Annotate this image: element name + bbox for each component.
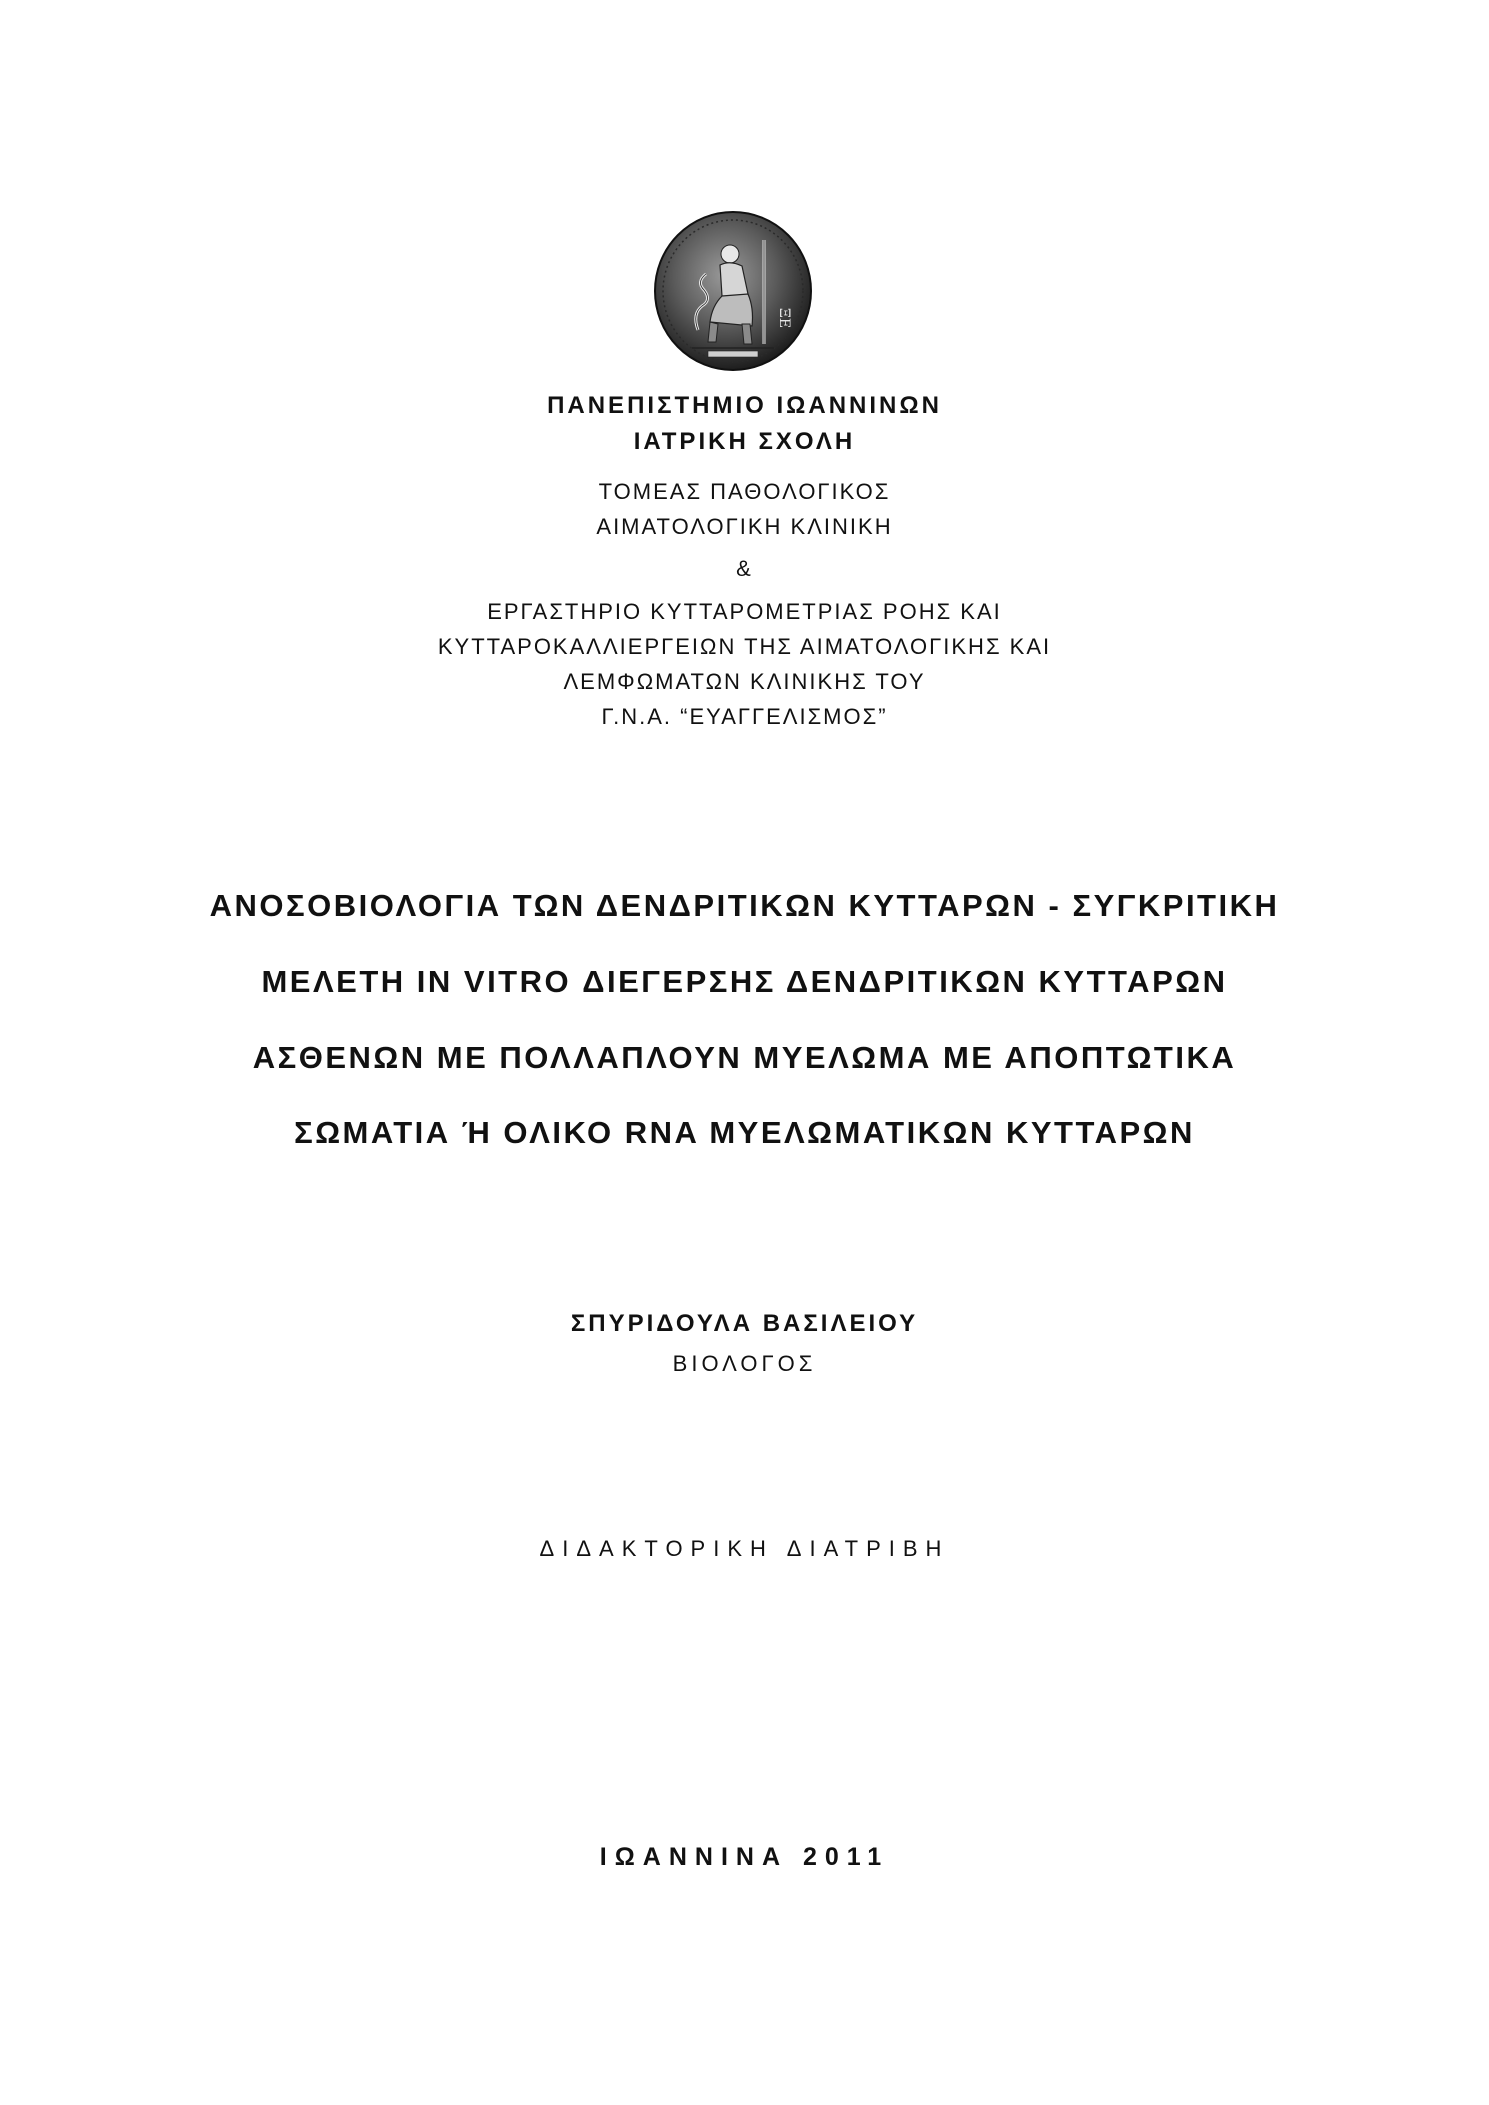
department-line: ΚΥΤΤΑΡΟΚΑΛΛΙΕΡΓΕΙΩΝ ΤΗΣ ΑΙΜΑΤΟΛΟΓΙΚΗΣ ΚΑΙ xyxy=(437,634,1052,659)
place-year: ΙΩΑΝΝΙΝΑ 2011 xyxy=(599,1843,890,1871)
university-coin-seal-icon xyxy=(652,210,814,372)
thesis-title-line: ΣΩΜΑΤΙΑ Ή ΟΛΙΚΟ RNA ΜΥΕΛΩΜΑΤΙΚΩΝ ΚΥΤΤΑΡΩΝ xyxy=(294,1115,1195,1150)
ampersand: & xyxy=(736,556,753,581)
department-line: ΛΕΜΦΩΜΑΤΩΝ ΚΛΙΝΙΚΗΣ ΤΟΥ xyxy=(563,669,926,694)
university-name: ΠΑΝΕΠΙΣΤΗΜΙΟ ΙΩΑΝΝΙΝΩΝ xyxy=(547,392,942,419)
department-line: ΤΟΜΕΑΣ ΠΑΘΟΛΟΓΙΚΟΣ xyxy=(598,479,891,504)
school-name: ΙΑΤΡΙΚΗ ΣΧΟΛΗ xyxy=(633,428,856,455)
thesis-title-line: ΜΕΛΕΤΗ IN VITRO ΔΙΕΓΕΡΣΗΣ ΔΕΝΔΡΙΤΙΚΩΝ ΚΥΤΤΑΡΩΝ xyxy=(261,964,1228,999)
thesis-title-line: ΑΣΘΕΝΩΝ ΜΕ ΠΟΛΛΑΠΛΟΥΝ ΜΥΕΛΩΜΑ ΜΕ ΑΠΟΠΤΩΤΙΚΑ xyxy=(252,1040,1237,1075)
department-line: ΑΙΜΑΤΟΛΟΓΙΚΗ ΚΛΙΝΙΚΗ xyxy=(596,514,893,539)
author-role: ΒΙΟΛΟΓΟΣ xyxy=(672,1351,817,1376)
svg-text:ΞΕ: ΞΕ xyxy=(776,308,792,329)
thesis-title-line: ΑΝΟΣΟΒΙΟΛΟΓΙΑ ΤΩΝ ΔΕΝΔΡΙΤΙΚΩΝ ΚΥΤΤΑΡΩΝ - ΣΥΓΚΡΙΤΙΚΗ xyxy=(209,888,1280,923)
thesis-type: ΔΙΔΑΚΤΟΡΙΚΗ ΔΙΑΤΡΙΒΗ xyxy=(539,1536,950,1561)
department-line: ΕΡΓΑΣΤΗΡΙΟ ΚΥΤΤΑΡΟΜΕΤΡΙΑΣ ΡΟΗΣ ΚΑΙ xyxy=(487,599,1002,624)
author-name: ΣΠΥΡΙΔΟΥΛΑ ΒΑΣΙΛΕΙΟΥ xyxy=(570,1310,919,1337)
department-line: Γ.Ν.Α. “ΕΥΑΓΓΕΛΙΣΜΟΣ” xyxy=(601,704,888,729)
